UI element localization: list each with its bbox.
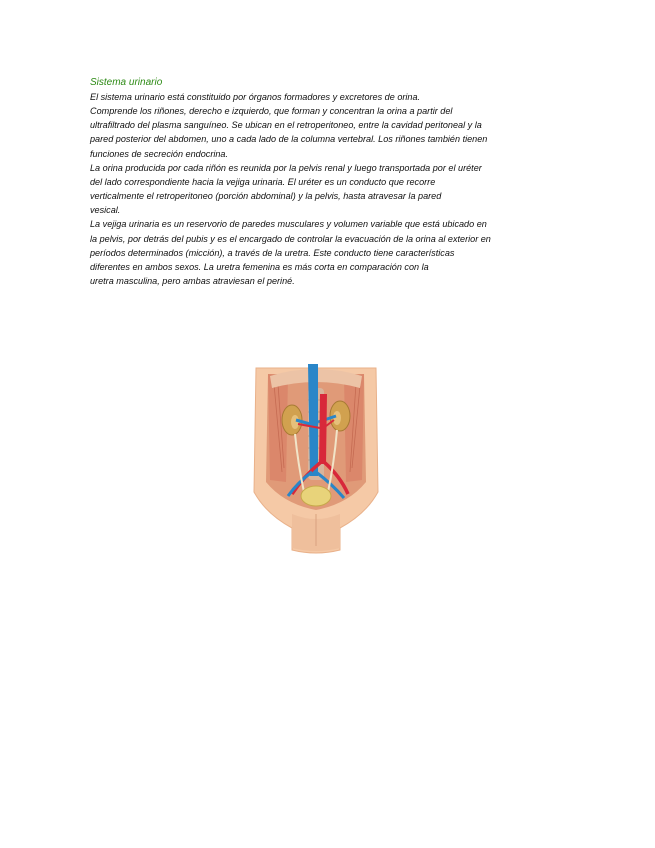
aorta [319, 394, 327, 464]
muscle-wall [344, 374, 364, 482]
paragraph-line: Comprende los riñones, derecho e izquierdo, que forman y concentran la orina a partir del [90, 106, 453, 117]
paragraph-line: la pelvis, por detrás del pubis y es el encargado de controlar la evacuación de la orina al exterior en [90, 233, 491, 244]
paragraph-line: del lado correspondiente hacia la vejiga urinaria. El uréter es un conducto que recorre [90, 176, 436, 187]
text-block [90, 76, 568, 288]
paragraph-line: verticalmente el retroperitoneo (porción abdominal) y la pelvis, hasta atravesar la pared [90, 191, 442, 202]
paragraph-line: El sistema urinario está constituido por órganos formadores y excretores de orina. [90, 92, 421, 102]
paragraph-line: uretra masculina, pero ambas atraviesan el periné. [90, 276, 295, 287]
paragraph-line: funciones de secreción endocrina. [90, 148, 229, 159]
paragraph-line: La orina producida por cada riñón es reunida por la pelvis renal y luego transportada por el uréter [90, 162, 482, 173]
paragraph-line: períodos determinados (micción), a través de la uretra. Este conducto tiene características [90, 247, 455, 258]
urinary-system-illustration [248, 364, 384, 556]
paragraph-line: diferentes en ambos sexos. La uretra femenina es más corta en comparación con la [90, 261, 429, 272]
urinary-bladder [301, 486, 331, 506]
paragraph-line: vesical. [90, 205, 121, 216]
paragraph-line: La vejiga urinaria es un reservorio de paredes musculares y volumen variable que está ubicado en [90, 219, 487, 230]
paragraph-line: pared posterior del abdomen, uno a cada lado de la columna vertebral. Los riñones también tienen [90, 134, 488, 145]
paragraph-line: ultrafiltrado del plasma sanguíneo. Se ubican en el retroperitoneo, entre la cavidad peritoneal y la [90, 120, 482, 131]
section-title: Sistema urinario [90, 77, 163, 88]
